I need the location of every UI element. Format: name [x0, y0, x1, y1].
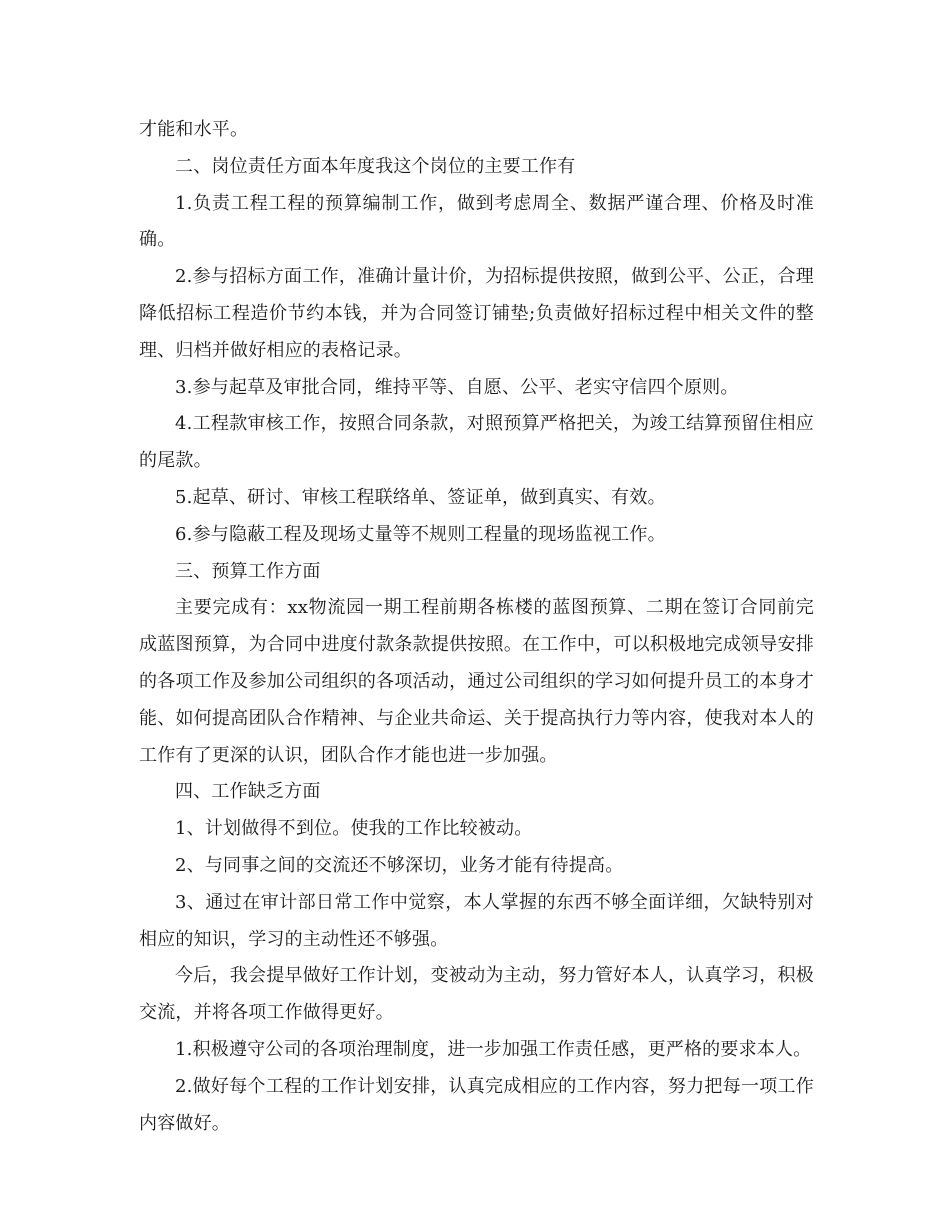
list-item: 4.工程款审核工作，按照合同条款，对照预算严格把关，为竣工结算预留住相应的尾款。 — [139, 413, 814, 472]
paragraph: 才能和水平。 — [139, 119, 249, 140]
list-item: 2、与同事之间的交流还不够深切，业务才能有待提高。 — [175, 854, 624, 876]
section-heading-budget-work: 三、预算工作方面 — [175, 560, 321, 582]
list-item: 1.负责工程工程的预算编制工作，做到考虑周全、数据严谨合理、价格及时准确。 — [139, 192, 814, 251]
list-item: 3.参与起草及审批合同，维持平等、自愿、公平、老实守信四个原则。 — [175, 376, 739, 398]
paragraph: 今后，我会提早做好工作计划，变被动为主动，努力管好本人，认真学习，积极交流，并将各项工作做得更好。 — [139, 965, 814, 1024]
list-item: 3、通过在审计部日常工作中觉察，本人掌握的东西不够全面详细，欠缺特别对相应的知识，学习的主动性还不够强。 — [139, 891, 814, 950]
section-heading-shortcomings: 四、工作缺乏方面 — [175, 781, 321, 803]
list-item: 1、计划做得不到位。使我的工作比较被动。 — [175, 818, 533, 840]
list-item: 1.积极遵守公司的各项治理制度，进一步加强工作责任感，更严格的要求本人。 — [175, 1038, 812, 1060]
section-heading-job-duties: 二、岗位责任方面本年度我这个岗位的主要工作有 — [175, 155, 576, 177]
list-item: 2.做好每个工程的工作计划安排，认真完成相应的工作内容，努力把每一项工作内容做好。 — [139, 1075, 814, 1134]
list-item: 6.参与隐蔽工程及现场丈量等不规则工程量的现场监视工作。 — [175, 523, 666, 545]
list-item: 5.起草、研讨、审核工程联络单、签证单，做到真实、有效。 — [175, 486, 666, 508]
document-body — [139, 112, 814, 1142]
list-item: 2.参与招标方面工作，准确计量计价，为招标提供按照，做到公平、公正，合理降低招标工程造价节约本钱，并为合同签订铺垫;负责做好招标过程中相关文件的整理、归档并做好相应的表格记录。 — [139, 266, 814, 361]
paragraph: 主要完成有：xx物流园一期工程前期各栋楼的蓝图预算、二期在签订合同前完成蓝图预算，为合同中进度付款条款提供按照。在工作中，可以积极地完成领导安排的各项工作及参加公司组织的各项活动，通过公司组织的学习如何提升员工的本身才能、如何提高团队合作精神、与企业共命运、关于提高执行力等内容，使我对本人的工作有了更深的认识，团队合作才能也进一步加强。 — [139, 597, 814, 766]
